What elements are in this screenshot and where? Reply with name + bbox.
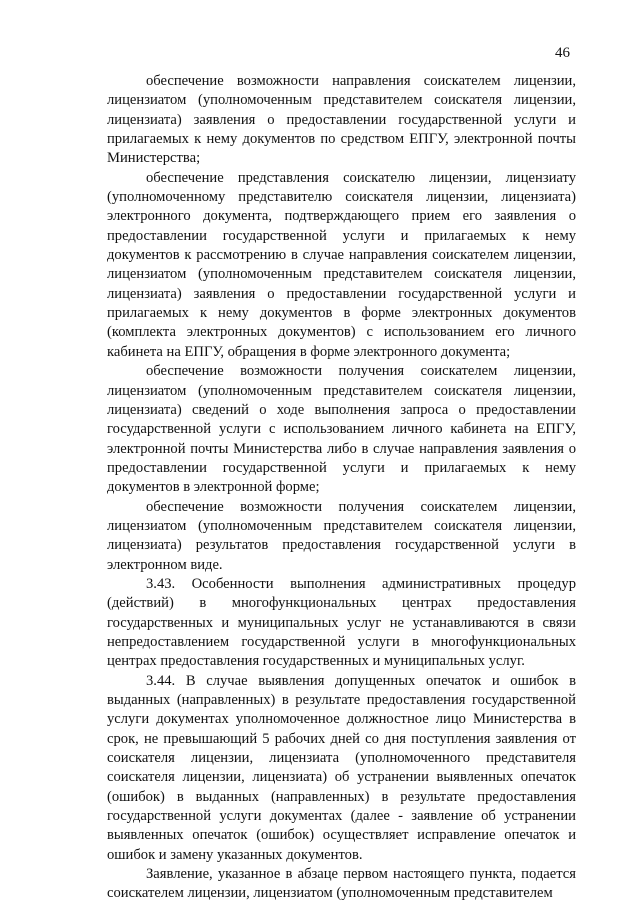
document-body (107, 72, 576, 904)
paragraph-application-submission: Заявление, указанное в абзаце первом настоящего пункта, подается соискателем лицензии, лицензиатом (уполномоченным представителем (107, 866, 576, 902)
paragraph-3-44: 3.44. В случае выявления допущенных опечаток и ошибок в выданных (направленных) в результате предоставления государственной услуги документах уполномоченное должностное лицо Министерства в срок, не превышающий 5 рабочих дней со дня поступления заявления от соискателя лицензии, лицензиата (уполномоченного представителя соискателя лицензии, лицензиата) об устранении выявленных опечаток (ошибок) в выданных (направленных) в результате предоставления государственной услуги документах (далее - заявление об устранении выявленных опечаток (ошибок) осуществляет исправление опечаток и ошибок и замену указанных документов. (107, 672, 576, 863)
paragraph-epgu-submission: обеспечение возможности направления соискателем лицензии, лицензиатом (уполномоченным представителем соискателя лицензии, лицензиата) заявления о предоставлении государственной услуги и прилагаемых к нему документов по средством ЕПГУ, электронной почты Министерства; (107, 73, 576, 167)
page-number: 46 (555, 45, 570, 61)
paragraph-electronic-receipt: обеспечение представления соискателю лицензии, лицензиату (уполномоченному представителю соискателя лицензии, лицензиата) электронного документа, подтверждающего прием его заявления о предоставлении государственной услуги и прилагаемых к нему документов к рассмотрению в случае направления соискателем лицензии, лицензиатом (уполномоченным представителем соискателя лицензии, лицензиата) заявления о предоставлении государственной услуги и прилагаемых к нему документов в форме электронных документов (комплекта электронных документов) с использованием его личного кабинета на ЕПГУ, обращения в форме электронного документа; (107, 169, 576, 360)
paragraph-3-43: 3.43. Особенности выполнения административных процедур (действий) в многофункциональных центрах предоставления государственных и муниципальных услуг не устанавливаются в связи непредоставлением государственной услуги в многофункциональных центрах предоставления государственных и муниципальных услуг. (107, 575, 576, 670)
paragraph-request-status: обеспечение возможности получения соискателем лицензии, лицензиатом (уполномоченным представителем соискателя лицензии, лицензиата) сведений о ходе выполнения запроса о предоставлении государственной услуги с использованием личного кабинета на ЕПГУ, электронной почты Министерства либо в случае направления заявления о предоставлении государственной услуги и прилагаемых к нему документов в электронной форме; (107, 363, 576, 496)
paragraph-electronic-results: обеспечение возможности получения соискателем лицензии, лицензиатом (уполномоченным представителем соискателя лицензии, лицензиата) результатов предоставления государственной услуги в электронном виде. (107, 498, 576, 573)
